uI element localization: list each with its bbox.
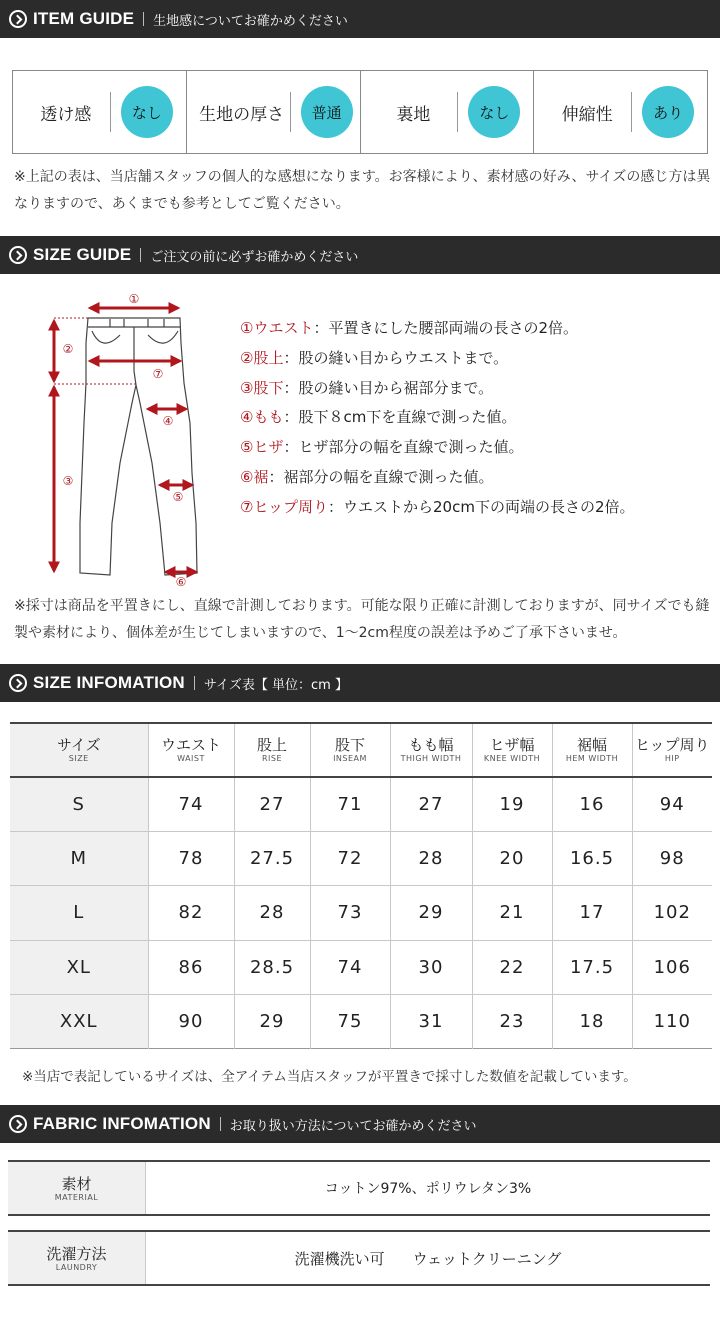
table-row [10,886,712,940]
definition-term: ②股上 [240,348,284,367]
definition-term: ⑦ヒップ周り [240,497,328,516]
size-cell: XL [10,940,148,994]
table-cell: 73 [310,886,390,940]
label-thigh: ④ [162,414,174,428]
item-guide-header [0,0,720,38]
laundry-row [8,1230,710,1286]
laundry-header [8,1232,146,1284]
chevron-right-circle-icon [9,10,27,28]
table-cell: 16 [552,777,632,831]
table-cell: 28 [390,831,472,885]
size-cell: M [10,831,148,885]
laundry-label-en: LAUNDRY [55,1262,98,1272]
material-value [146,1162,710,1214]
column-header: ウエスト WAIST [148,723,234,777]
definition-item [240,403,710,433]
definition-desc: ：股の縫い目から裾部分まで。 [283,378,494,397]
size-guide-subtitle: ご注文の前に必ずお確かめください [150,249,359,265]
definition-item [240,314,710,344]
table-cell: 74 [148,777,234,831]
table-row [10,940,712,994]
definition-item [240,433,710,463]
table-cell: 98 [659,848,685,870]
definition-item [240,493,710,523]
attribute-value-badge: なし [121,86,173,138]
item-guide-note: ※上記の表は、当店舗スタッフの個人的な感想になります。お客様により、素材感の好み、サイズの感じ方は異なりますので、あくまでも参考としてご覧ください。 [14,169,711,212]
table-cell: 23 [472,995,552,1049]
attribute-divider [457,92,458,132]
pants-measurement-diagram [40,283,210,593]
size-table-header [10,723,712,777]
size-guide-header [0,236,720,274]
attribute-value-badge: なし [468,86,520,138]
table-cell: 30 [390,940,472,994]
column-header: 股下 INSEAM [310,723,390,777]
table-cell: 78 [148,831,234,885]
laundry-method: 洗濯機洗い可 [294,1249,385,1268]
definition-term: ④もも [240,408,284,427]
attribute-lining [361,71,535,153]
header-divider [140,248,141,262]
attribute-label: 裏地 [396,104,431,125]
fabric-info-title: FABRIC INFOMATION [33,1114,211,1133]
table-cell: 21 [472,886,552,940]
definition-desc: ：平置きにした腰部両端の長さの2倍。 [313,319,578,337]
table-cell: 110 [653,1011,691,1033]
definition-desc: ：ヒザ部分の幅を直線で測った値。 [283,438,524,457]
label-knee: ⑤ [172,490,184,504]
label-rise: ② [62,342,74,356]
size-cell: L [10,886,148,940]
attribute-see-through [13,71,187,153]
table-cell: 28.5 [234,940,310,994]
table-cell: 27.5 [234,831,310,885]
fabric-info-header [0,1105,720,1143]
header-divider [143,12,144,26]
size-info-note: ※当店で表記しているサイズは、全アイテム当店スタッフが平置きで採寸した数値を記載しています。 [22,1069,637,1085]
table-cell: 71 [310,777,390,831]
attribute-divider [290,92,291,132]
table-cell: 20 [472,831,552,885]
pants-outline [80,318,197,575]
label-hem: ⑥ [175,575,187,589]
definition-term: ⑥裾 [240,467,269,486]
column-header: 裾幅 HEM WIDTH [552,723,632,777]
definition-desc: ：股下８cm下を直線で測った値。 [283,408,517,427]
table-cell: 102 [653,902,691,924]
table-cell: 106 [653,956,691,978]
chevron-right-circle-icon [9,246,27,264]
table-cell: 27 [390,777,472,831]
material-label-en: MATERIAL [54,1192,99,1202]
column-header: もも幅 THIGH WIDTH [390,723,472,777]
attribute-label: 透け感 [40,104,92,125]
definition-term: ①ウエスト [240,319,314,337]
table-cell: 29 [234,995,310,1049]
label-waist: ① [128,292,140,306]
material-text: コットン97%、ポリウレタン3% [324,1181,532,1197]
item-guide-subtitle: 生地感についてお確かめください [153,13,348,29]
table-row [10,777,712,831]
table-cell: 16.5 [552,831,632,885]
table-cell: 75 [310,995,390,1049]
material-row [8,1160,710,1216]
item-guide-title: ITEM GUIDE [33,9,135,28]
material-label: 素材 [61,1174,92,1193]
column-header: サイズ SIZE [10,723,148,777]
definition-desc: ：股の縫い目からウエストまで。 [283,348,509,367]
table-cell: 94 [659,793,685,815]
table-row [10,995,712,1049]
fabric-feel-table [12,70,708,154]
attribute-value-badge: 普通 [301,86,353,138]
attribute-stretch [534,71,707,153]
table-cell: 82 [148,886,234,940]
table-cell: 19 [472,777,552,831]
table-cell: 90 [148,995,234,1049]
chevron-right-circle-icon [9,674,27,692]
label-inseam: ③ [62,474,74,488]
size-cell: XXL [10,995,148,1049]
laundry-method: ウェットクリーニング [412,1249,562,1268]
label-hip: ⑦ [152,367,164,381]
table-cell: 28 [234,886,310,940]
laundry-label: 洗濯方法 [46,1244,107,1263]
definition-desc: ：裾部分の幅を直線で測った値。 [268,467,494,486]
size-info-title: SIZE INFOMATION [33,673,185,692]
table-cell: 17 [552,886,632,940]
size-info-header [0,664,720,702]
definition-item [240,344,710,374]
measurement-definitions [240,314,710,523]
size-guide-title: SIZE GUIDE [33,245,132,264]
header-divider [194,676,195,690]
attribute-divider [110,92,111,132]
table-cell: 22 [472,940,552,994]
table-row [10,831,712,885]
column-header: ヒザ幅 KNEE WIDTH [472,723,552,777]
definition-item [240,374,710,404]
attribute-thickness [187,71,361,153]
table-cell: 17.5 [552,940,632,994]
table-cell: 74 [310,940,390,994]
attribute-label: 伸縮性 [561,104,613,125]
table-cell: 31 [390,995,472,1049]
column-header: 股上 RISE [234,723,310,777]
definition-item [240,463,710,493]
table-cell: 72 [310,831,390,885]
table-cell: 29 [390,886,472,940]
column-header: ヒップ周り HIP [634,736,710,763]
table-cell: 18 [552,995,632,1049]
attribute-label: 生地の厚さ [199,104,285,125]
attribute-value-badge: あり [642,86,694,138]
size-table [10,722,712,1049]
definition-desc: ：ウエストから20cm下の両端の長さの2倍。 [328,497,635,516]
table-cell: 86 [148,940,234,994]
material-header [8,1162,146,1214]
size-info-subtitle: サイズ表【 単位：cm 】 [203,677,348,693]
table-cell: 27 [234,777,310,831]
header-divider [220,1117,221,1131]
chevron-right-circle-icon [9,1115,27,1133]
definition-term: ⑤ヒザ [240,438,284,457]
attribute-divider [631,92,632,132]
size-cell: S [10,777,148,831]
laundry-value [146,1232,710,1284]
size-guide-note: ※採寸は商品を平置きにし、直線で計測しております。可能な限り正確に計測しておりますが、同サイズでも縫製や素材により、個体差が生じてしまいますので、1〜2cm程度の誤差は予めご了承下さいませ。 [14,598,710,641]
fabric-info-subtitle: お取り扱い方法についてお確かめください [229,1118,477,1134]
definition-term: ③股下 [240,378,284,397]
